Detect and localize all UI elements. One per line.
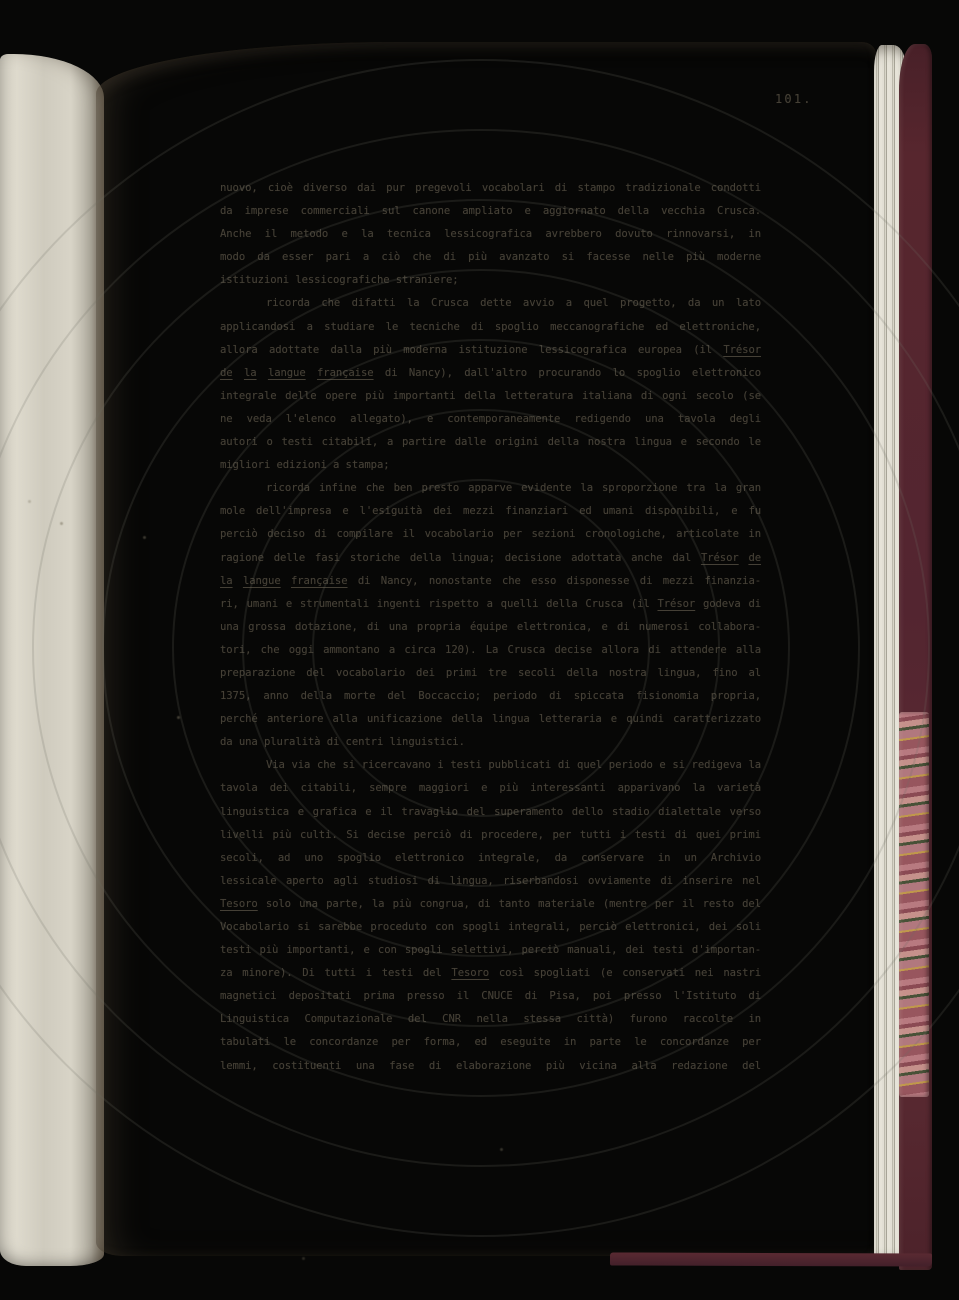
paragraph: [220, 477, 761, 754]
text-line: Vocabolario si sarebbe proceduto con spogli integrali, perciò elettronici, dei soli: [220, 921, 761, 933]
text-line: ri, umani e strumentali ingenti rispetto a quelli della Crusca (il Trésor godeva di: [220, 597, 761, 610]
text-line: migliori edizioni a stampa;: [220, 459, 390, 472]
paragraph: [220, 292, 761, 477]
underlined-word: française: [290, 574, 348, 587]
text-line: lessicale aperto agli studiosi di lingua, riserbandosi ovviamente di inserire nel: [220, 874, 761, 887]
text-line: perché anteriore alla unificazione della lingua letteraria e quindi caratterizzato: [220, 713, 761, 726]
text-line: allora adottate dalla più moderna istituzione lessicografica europea (il Trésor: [220, 343, 761, 356]
cover-marbling: [899, 712, 929, 1097]
underlined-word: de: [748, 551, 761, 564]
text-line: testi più importanti, e con spogli selettivi, perciò manuali, dei testi d'importan-: [220, 944, 761, 957]
text-line: ricorda che difatti la Crusca dette avvio a quel progetto, da un lato: [266, 297, 761, 310]
text-line: modo da esser pari a ciò che di più avanzato si facesse nelle più moderne: [220, 251, 761, 264]
text-line: magnetici depositati prima presso il CNUCE di Pisa, poi presso l'Istituto di: [220, 990, 761, 1003]
text-line: Anche il metodo e la tecnica lessicografica avrebbero dovuto rinnovarsi, in: [220, 228, 761, 241]
paragraph: [220, 754, 761, 1077]
text-line: la langue française di Nancy, nonostante che esso disponesse di mezzi finanzia-: [220, 574, 761, 587]
text-line: applicandosi a studiare le tecniche di spoglio meccanografiche ed elettroniche,: [220, 320, 761, 333]
underlined-word: Tesoro: [220, 897, 258, 910]
cover-bottom-edge: [610, 1252, 932, 1266]
text-line: una grossa dotazione, di una propria équipe elettronica, e di numerosi collabora-: [220, 620, 761, 633]
text-line: Tesoro solo una parte, la più congrua, di tanto materiale (mentre per il resto del: [220, 897, 761, 910]
text-block: [220, 177, 761, 1078]
underlined-word: langue: [242, 574, 281, 587]
underlined-word: Trésor: [657, 597, 696, 610]
dust-specks: [60, 522, 63, 525]
underlined-word: langue: [267, 366, 306, 379]
text-line: Via via che si ricercavano i testi pubblicati di quel periodo e si redigeva la: [266, 759, 761, 772]
underlined-word: de: [220, 366, 233, 379]
text-line: tabulati le concordanze per forma, ed eseguite in parte le concordanze per: [220, 1036, 761, 1049]
text-line: integrale delle opere più importanti della letteratura italiana di ogni secolo (se: [220, 389, 761, 402]
text-line: autori o testi citabili, a partire dalle origini della nostra lingua e secondo le: [220, 436, 761, 449]
underlined-word: Trésor: [723, 343, 761, 356]
underlined-word: Tesoro: [451, 967, 490, 980]
text-line: tavola dei citabili, sempre maggiori e più interessanti apparivano la varietà: [220, 782, 761, 795]
underlined-word: Trésor: [700, 551, 739, 564]
underlined-word: française: [317, 366, 374, 379]
text-line: istituzioni lessicografiche straniere;: [220, 274, 459, 287]
text-line: za minore). Di tutti i testi del Tesoro così spogliati (e conservati nei nastri: [220, 967, 761, 980]
text-line: da imprese commerciali sul canone ampliato e aggiornato della vecchia Crusca.: [220, 205, 761, 218]
paragraph: [220, 177, 761, 292]
text-line: tori, che oggi ammontano a circa 120). La Crusca decise allora di attendere alla: [220, 643, 761, 656]
text-line: preparazione del vocabolario dei primi tre secoli della nostra lingua, fino al: [220, 666, 761, 679]
text-line: da una pluralità di centri linguistici.: [220, 736, 465, 749]
text-line: linguistica e grafica e il travaglio del superamento dello stadio dialettale verso: [220, 805, 761, 818]
text-line: nuovo, cioè diverso dai pur pregevoli vocabolari di stampo tradizionale condotti: [220, 182, 761, 194]
text-line: ricorda infine che ben presto apparve evidente la sproporzione tra la gran: [266, 482, 761, 495]
text-line: de la langue française di Nancy), dall'altro procurando lo spoglio elettronico: [220, 366, 761, 379]
text-line: mole dell'impresa e l'esiguità dei mezzi finanziari ed umani disponibili, e fu: [220, 505, 761, 518]
text-line: secoli, ad uno spoglio elettronico integrale, da conservare in un Archivio: [220, 851, 761, 864]
text-line: 1375, anno della morte del Boccaccio; periodo di spiccata fisionomia propria,: [220, 690, 761, 703]
underlined-word: la: [243, 366, 257, 379]
underlined-word: la: [220, 574, 233, 587]
text-line: ragione delle fasi storiche della lingua; decisione adottata anche dal Trésor de: [220, 551, 761, 564]
text-line: perciò deciso di compilare il vocabolario per sezioni cronologiche, articolate in: [220, 528, 761, 541]
text-line: Linguistica Computazionale del CNR nella stessa città) furono raccolte in: [220, 1013, 761, 1026]
text-line: ne veda l'elenco allegato), e contemporaneamente redigendo una tavola degli: [220, 412, 761, 425]
facing-page: [0, 54, 104, 1266]
text-line: livelli più culti. Si decise perciò di procedere, per tutti i testi di quei primi: [220, 828, 761, 841]
page-number: 101.: [775, 92, 813, 106]
text-line: lemmi, costituenti una fase di elaborazione più vicina alla redazione del: [220, 1059, 761, 1072]
